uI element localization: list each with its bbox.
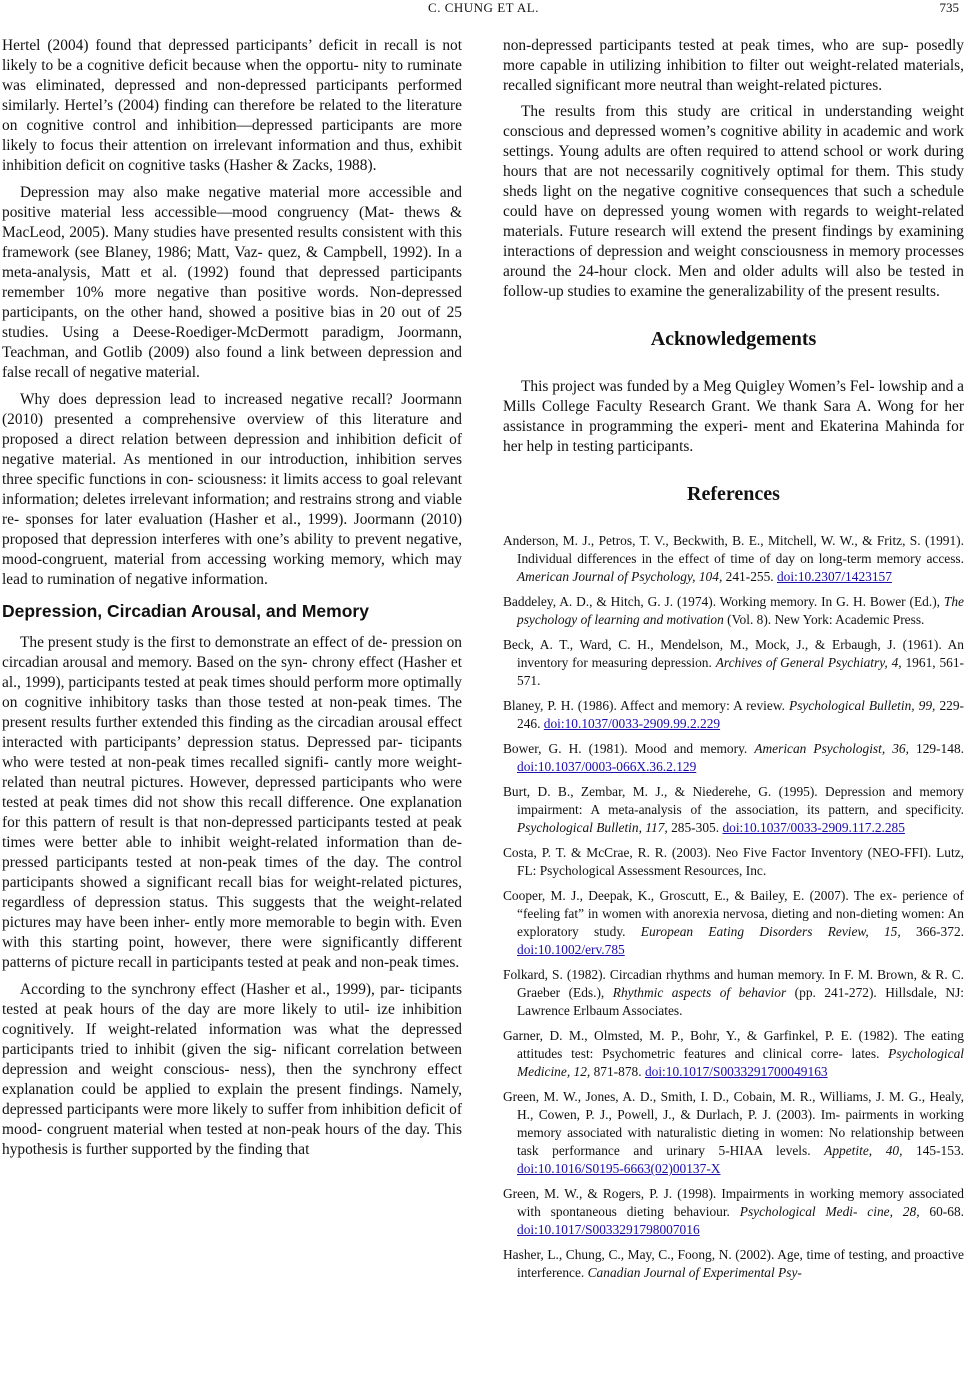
doi-link[interactable]: doi:10.1017/S0033291700049163 bbox=[644, 1064, 828, 1079]
reference-pages: 145-153. bbox=[902, 1143, 964, 1158]
reference-source: American Journal of Psychology, 104, bbox=[517, 569, 723, 584]
reference-pages: 1961, 561-571. bbox=[517, 655, 964, 688]
reference-item bbox=[503, 636, 964, 690]
reference-text: Folkard, S. (1982). Circadian rhythms and human memory. In F. M. Brown, & R. C. Graeber (Eds.), bbox=[503, 967, 964, 1000]
reference-pages: 129-148. bbox=[908, 741, 964, 756]
reference-pages: 366-372. bbox=[900, 924, 964, 939]
doi-link[interactable]: doi:10.1037/0033-2909.99.2.229 bbox=[543, 716, 721, 731]
reference-pages: (pp. 241-272). Hillsdale, NJ: Lawrence Erlbaum Associates. bbox=[517, 985, 965, 1018]
running-head: C. CHUNG ET AL. bbox=[428, 0, 539, 15]
references-heading: References bbox=[687, 483, 780, 505]
reference-item bbox=[503, 887, 964, 959]
reference-pages: 871-878. bbox=[590, 1064, 645, 1079]
reference-text: Costa, P. T. & McCrae, R. R. (2003). Neo Five Factor Inventory (NEO-FFI). Lutz, FL: Psychological Assessment Resources, Inc. bbox=[503, 845, 964, 878]
reference-item bbox=[503, 783, 964, 837]
paragraph: Hertel (2004) found that depressed participants’ deficit in recall is not likely to be a cognitive deficit because when the opportu- nity to ruminate was eliminated, depressed and non-depressed participants performed similarly. Hertel’s (2004) finding can therefore be related to the literature on cognitive control and inhibition—depressed participants are more likely to focus their attention on irrelevant information and thus, exhibit inhibition deficit on cognitive tasks (Hasher & Zacks, 1988). bbox=[2, 37, 462, 174]
paragraph: The present study is the first to demonstrate an effect of de- pression on circadian arousal and memory. Based on the syn- chrony effect (Hasher et al., 1999), participants tested at peak times should perform more optimally on cognitive inhibitory tasks than those tested at non-peak times. The present results further extended this finding as the circadian arousal effect interacted with participants’ depression status. Depressed par- ticipants who were tested at non-peak times recalled signifi- cantly more weight-related than neutral pictures. However, depressed participants who were tested at peak times did not show this recall difference. One explanation for this pattern of result is that non-depressed participants tested at peak times were better able to inhibit weight-related information than de- pressed participants tested at non-peak times of the day. The control participants showed a significant recall bias for weight-related pictures, regardless of depression status. This suggests that the weight-related pictures may have been inher- ently more memorable to begin with. Even with this starting point, however, there were significantly different patterns of picture recall in participants tested at peak and non-peak times. bbox=[2, 634, 462, 971]
reference-text: Cooper, M. J., Deepak, K., Groscutt, E., & Bailey, E. (2007). The ex- perience of “feeling fat” in women with anorexia nervosa, dieting and non-dieting women: An exploratory study. bbox=[503, 888, 964, 939]
page-number: 735 bbox=[939, 0, 959, 15]
reference-item bbox=[503, 844, 964, 880]
reference-source: Archives of General Psychiatry, 4, bbox=[715, 655, 902, 670]
reference-pages: 60-68. bbox=[919, 1204, 964, 1219]
reference-item bbox=[503, 1185, 964, 1239]
reference-source: American Psychologist, 36, bbox=[754, 741, 909, 756]
reference-pages: (Vol. 8). New York: Academic Press. bbox=[723, 612, 925, 627]
reference-item bbox=[503, 966, 964, 1020]
reference-item bbox=[503, 1088, 964, 1178]
paragraph: non-depressed participants tested at peak times, who are sup- posedly more capable in utilizing inhibition to filter out weight-related materials, recalled significant more neutral than weight-related pictures. bbox=[503, 37, 964, 94]
reference-list bbox=[503, 532, 964, 1282]
reference-text: Burt, D. B., Zembar, M. J., & Niederehe, G. (1995). Depression and memory impairment: A meta-analysis of the association, its pattern, and specificity. bbox=[503, 784, 964, 817]
reference-text: Green, M. W., & Rogers, P. J. (1998). Impairments in working memory associated with spontaneous dieting behaviour. bbox=[503, 1186, 964, 1219]
reference-source: Psychological Bulletin, 99, bbox=[789, 698, 936, 713]
reference-text: Beck, A. T., Ward, C. H., Mendelson, M., Mock, J., & Erbaugh, J. (1961). An inventory for measuring depression. bbox=[503, 637, 964, 670]
left-column bbox=[2, 36, 462, 1160]
reference-text: Garner, D. M., Olmsted, M. P., Bohr, Y., & Garfinkel, P. E. (1982). The eating attitudes test: Psychometric features and clinical corre- lates. bbox=[503, 1028, 964, 1061]
reference-source: The psychology of learning and motivation bbox=[517, 594, 964, 627]
acknowledgements-text: This project was funded by a Meg Quigley Women’s Fel- lowship and a Mills College Faculty Research Grant. We thank Sara A. Wong for her assistance in programming the experi- ment and Ekaterina Mahinda for her help in testing participants. bbox=[503, 378, 965, 455]
reference-pages: 285-305. bbox=[667, 820, 723, 835]
reference-source: European Eating Disorders Review, 15, bbox=[640, 924, 901, 939]
paragraph: According to the synchrony effect (Hasher et al., 1999), par- ticipants tested at peak hours of the day are more likely to util- ize inhibition cognitively. If weight-related information was what the depressed participants tried to inhibit (given the sig- nificant correlation between depression and weight conscious- ness), then the synchrony effect explanation could be applied to explain the present findings. Namely, depressed participants were more likely to suffer from inhibition deficit of mood- congruent material when tested at non-peak hours of the day. This hypothesis is further supported by the finding that bbox=[2, 981, 462, 1158]
reference-item bbox=[503, 697, 964, 733]
reference-source: Psychological Bulletin, 117, bbox=[517, 820, 668, 835]
page-header bbox=[0, 0, 967, 20]
reference-pages: 229-246. bbox=[517, 698, 964, 731]
doi-link[interactable]: doi:10.1037/0033-2909.117.2.285 bbox=[722, 820, 905, 835]
doi-link[interactable]: doi:10.1017/S0033291798007016 bbox=[517, 1222, 700, 1237]
reference-text: Bower, G. H. (1981). Mood and memory. bbox=[503, 741, 755, 756]
paragraph: Why does depression lead to increased negative recall? Joormann (2010) presented a comprehensive overview of this literature and proposed a direct relation between depression and inhibition deficit of negative material. As mentioned in our introduction, inhibition serves three specific functions in con- sciousness: it limits access to goal relevant information; deletes irrelevant information; and restrains strong and viable re- sponses for later evaluation (Hasher et al., 1999). Joormann (2010) proposed that depression interferes with one’s ability to prevent negative, mood-congruent, material from accessing working memory, which may lead to rumination of negative information. bbox=[2, 391, 462, 588]
reference-text: Baddeley, A. D., & Hitch, G. J. (1974). Working memory. In G. H. Bower (Ed.), bbox=[503, 594, 944, 609]
right-column bbox=[503, 36, 964, 1289]
paragraph: The results from this study are critical in understanding weight conscious and depressed women’s cognitive ability in academic and work settings. Young adults are often required to attend school or work during hours that are not necessarily cognitively optimal for them. This study sheds light on the negative cognitive consequences that such a schedule could have on depressed young women with regards to weight-related materials. Future research will extend the present findings by examining interactions of depression and weight consciousness in memory processes around the 24-hour clock. Men and older adults will also be tested in follow-up studies to examine the generalizability of the present results. bbox=[503, 103, 964, 300]
doi-link[interactable]: doi:10.1016/S0195-6663(02)00137-X bbox=[517, 1161, 721, 1176]
reference-source: Psychological Medicine, 12, bbox=[517, 1046, 964, 1079]
reference-item bbox=[503, 593, 964, 629]
reference-text: Anderson, M. J., Petros, T. V., Beckwith, B. E., Mitchell, W. W., & Fritz, S. (1991). Individual differences in the effect of time of day on long-term memory access. bbox=[503, 533, 964, 566]
reference-source: Psychological Medi- cine, 28, bbox=[739, 1204, 920, 1219]
doi-link[interactable]: doi:10.1037/0003-066X.36.2.129 bbox=[517, 759, 697, 774]
acknowledgements-heading: Acknowledgements bbox=[650, 328, 817, 350]
reference-text: Green, M. W., Jones, A. D., Smith, I. D., Cobain, M. R., Williams, J. M. G., Healy, H., Cowen, P. J., Powell, J., & Durlach, P. J. (2003). Im- pairments in working memory associated with naturalistic dieting in women: No relationship between task performance and urinary 5-HIAA levels. bbox=[503, 1089, 964, 1158]
reference-source: Rhythmic aspects of behavior bbox=[612, 985, 787, 1000]
doi-link[interactable]: doi:10.2307/1423157 bbox=[776, 569, 892, 584]
paragraph: Depression may also make negative material more accessible and positive material less accessible—mood congruency (Mat- thews & MacLeod, 2005). Many studies have presented results consistent with this framework (see Blaney, 1986; Matt, Vaz- quez, & Campbell, 1992). In a meta-analysis, Matt et al. (1992) found that depressed participants remember 10% more negative than positive words. Non-depressed participants, on the other hand, showed a positive bias in 20 out of 25 studies. Using a Deese-Roediger-McDermott paradigm, Joormann, Teachman, and Gotlib (2009) also found a link between depression and false recall of negative material. bbox=[2, 184, 462, 381]
doi-link[interactable]: doi:10.1002/erv.785 bbox=[517, 942, 625, 957]
reference-item bbox=[503, 1027, 964, 1081]
reference-item bbox=[503, 1246, 964, 1282]
reference-text: Hasher, L., Chung, C., May, C., Foong, N. (2002). Age, time of testing, and proactive interference. bbox=[503, 1247, 964, 1280]
reference-source: Appetite, 40, bbox=[824, 1143, 903, 1158]
reference-item bbox=[503, 740, 964, 776]
reference-text: Blaney, P. H. (1986). Affect and memory: A review. bbox=[503, 698, 790, 713]
reference-pages: 241-255. bbox=[722, 569, 777, 584]
reference-source: Canadian Journal of Experimental Psy- bbox=[587, 1265, 802, 1280]
section-heading: Depression, Circadian Arousal, and Memory bbox=[2, 601, 369, 621]
reference-item bbox=[503, 532, 964, 586]
